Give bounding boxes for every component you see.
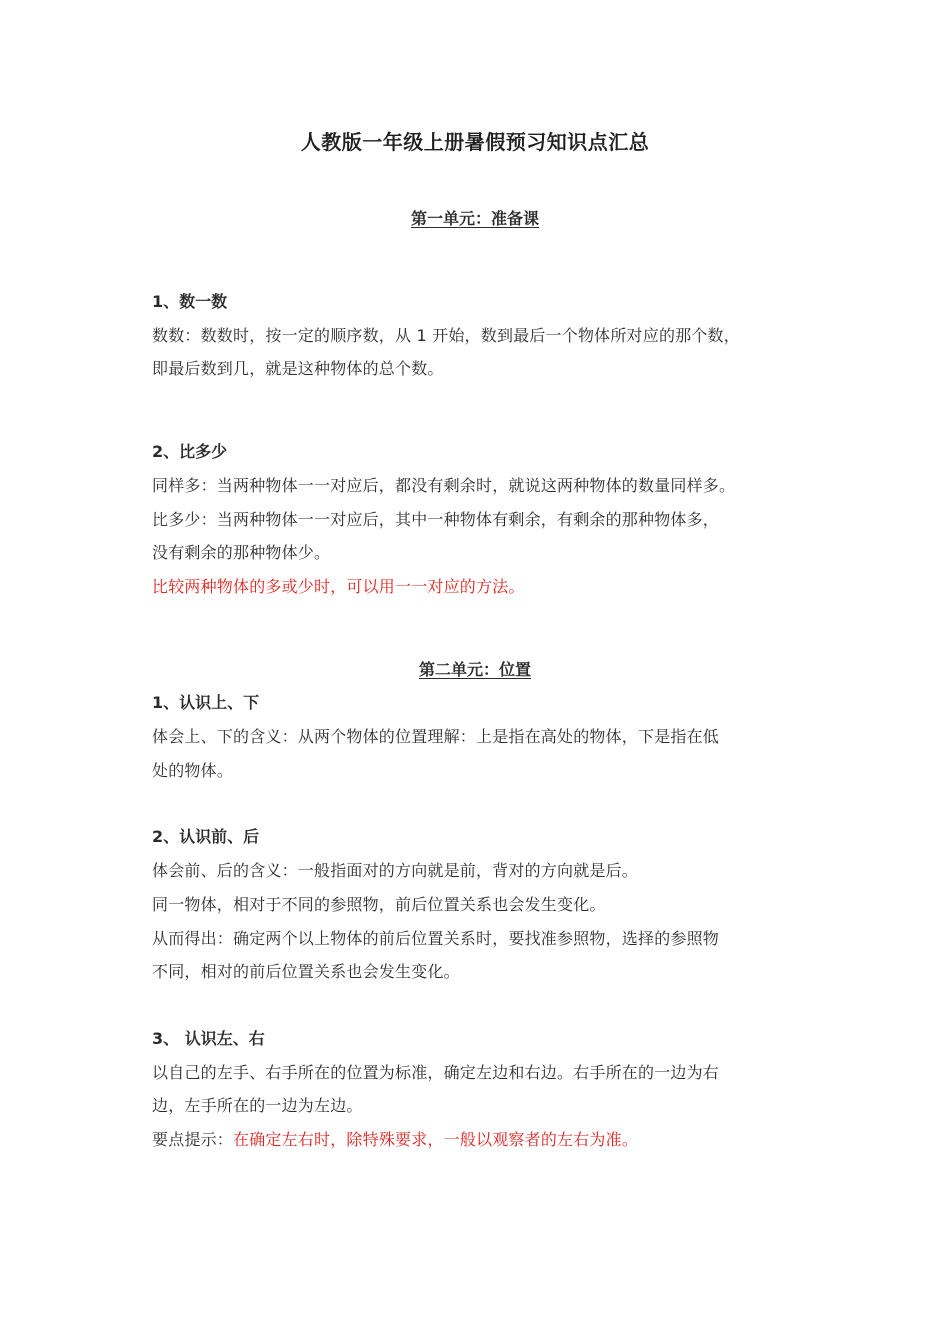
highlight-note: 比较两种物体的多或少时，可以用一一对应的方法。	[152, 577, 525, 596]
paragraph-line: 不同，相对的前后位置关系也会发生变化。	[152, 962, 460, 981]
unit-2-title-text: 第二单元：位置	[418, 660, 531, 679]
unit-2-title	[0, 657, 950, 680]
paragraph-line: 数数：数数时，按一定的顺序数，从 1 开始，数到最后一个物体所对应的那个数，	[152, 326, 740, 345]
unit-1-section-1-heading: 1、数一数	[152, 292, 228, 311]
paragraph-line: 同样多：当两种物体一一对应后，都没有剩余时，就说这两种物体的数量同样多。	[152, 476, 736, 495]
paragraph-line: 体会上、下的含义：从两个物体的位置理解：上是指在高处的物体，下是指在低	[152, 727, 720, 746]
paragraph-line: 以自己的左手、右手所在的位置为标准，确定左边和右边。右手所在的一边为右	[152, 1063, 720, 1082]
unit-2-section-1-heading: 1、认识上、下	[152, 693, 260, 712]
unit-2-section-3-heading: 3、 认识左、右	[152, 1029, 265, 1048]
paragraph-line: 同一物体，相对于不同的参照物，前后位置关系也会发生变化。	[152, 895, 606, 914]
paragraph-line: 没有剩余的那种物体少。	[152, 543, 331, 562]
tip-text: 在确定左右时，除特殊要求，一般以观察者的左右为准。	[233, 1130, 639, 1149]
document-title: 人教版一年级上册暑假预习知识点汇总	[300, 130, 650, 154]
unit-1-section-2-heading: 2、比多少	[152, 442, 228, 461]
paragraph-line: 即最后数到几，就是这种物体的总个数。	[152, 359, 444, 378]
paragraph-line: 边，左手所在的一边为左边。	[152, 1096, 363, 1115]
unit-2-section-2-heading: 2、认识前、后	[152, 827, 260, 846]
unit-1-title-text: 第一单元：准备课	[410, 209, 539, 228]
unit-1-title	[0, 206, 950, 229]
paragraph-line: 处的物体。	[152, 761, 234, 780]
paragraph-line: 体会前、后的含义：一般指面对的方向就是前，背对的方向就是后。	[152, 861, 639, 880]
tip-label: 要点提示：	[152, 1130, 234, 1149]
key-point-tip	[152, 1127, 638, 1150]
paragraph-line: 从而得出：确定两个以上物体的前后位置关系时，要找准参照物，选择的参照物	[152, 929, 720, 948]
paragraph-line: 比多少：当两种物体一一对应后，其中一种物体有剩余，有剩余的那种物体多，	[152, 510, 720, 529]
